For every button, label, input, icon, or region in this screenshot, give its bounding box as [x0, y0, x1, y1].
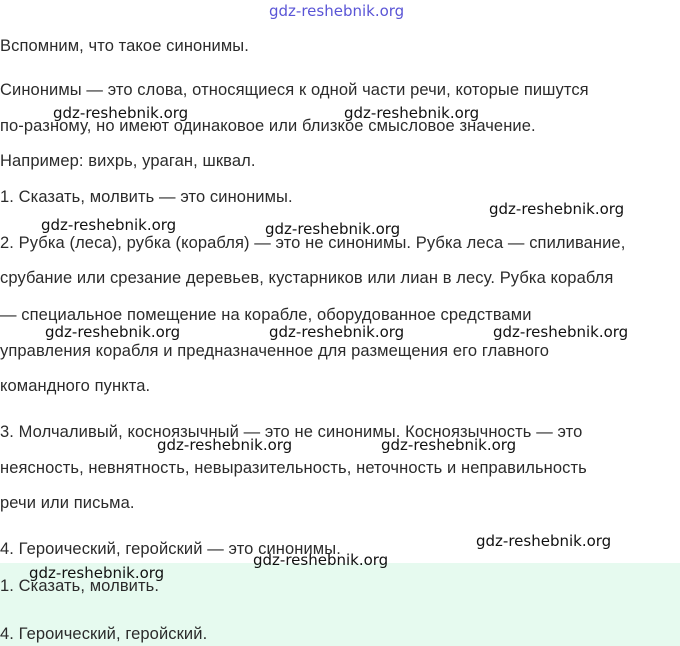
- watermark: gdz-reshebnik.org: [29, 564, 165, 582]
- text-line-item-3b: неясность, невнятность, невыразительность, неточность и неправильность: [0, 459, 587, 477]
- text-line-item-2d: управления корабля и предназначенное для размещения его главного: [0, 342, 550, 360]
- answer-line-1: 1. Сказать, молвить.: [0, 577, 160, 595]
- watermark: gdz-reshebnik.org: [53, 104, 189, 122]
- text-line-intro: Вспомним, что такое синонимы.: [0, 37, 249, 55]
- watermark: gdz-reshebnik.org: [493, 323, 629, 341]
- watermark: gdz-reshebnik.org: [265, 220, 401, 238]
- text-line-item-2b: срубание или срезание деревьев, кустарников или лиан в лесу. Рубка корабля: [0, 269, 614, 287]
- watermark: gdz-reshebnik.org: [157, 436, 293, 454]
- site-header-link[interactable]: gdz-reshebnik.org: [269, 2, 405, 20]
- text-line-definition-1: Синонимы — это слова, относящиеся к одной части речи, которые пишутся: [0, 81, 589, 99]
- answer-line-2: 4. Героический, геройский.: [0, 625, 208, 643]
- text-line-item-2e: командного пункта.: [0, 377, 151, 395]
- text-line-item-3a: 3. Молчаливый, косноязычный — это не синонимы. Косноязычность — это: [0, 423, 583, 441]
- watermark: gdz-reshebnik.org: [381, 436, 517, 454]
- text-line-definition-2: по-разному, но имеют одинаковое или близкое смысловое значение.: [0, 117, 536, 135]
- watermark: gdz-reshebnik.org: [489, 200, 625, 218]
- watermark: gdz-reshebnik.org: [45, 323, 181, 341]
- watermark: gdz-reshebnik.org: [344, 104, 480, 122]
- text-line-item-3c: речи или письма.: [0, 494, 135, 512]
- watermark: gdz-reshebnik.org: [269, 323, 405, 341]
- text-line-item-2a: 2. Рубка (леса), рубка (корабля) — это не синонимы. Рубка леса — спиливание,: [0, 234, 626, 252]
- watermark: gdz-reshebnik.org: [476, 532, 612, 550]
- text-line-item-2c: — специальное помещение на корабле, оборудованное средствами: [0, 306, 532, 324]
- watermark: gdz-reshebnik.org: [41, 216, 177, 234]
- watermark: gdz-reshebnik.org: [253, 551, 389, 569]
- text-line-item-4: 4. Героический, геройский — это синонимы.: [0, 540, 341, 558]
- text-line-item-1: 1. Сказать, молвить — это синонимы.: [0, 188, 293, 206]
- text-line-example: Например: вихрь, ураган, шквал.: [0, 152, 256, 170]
